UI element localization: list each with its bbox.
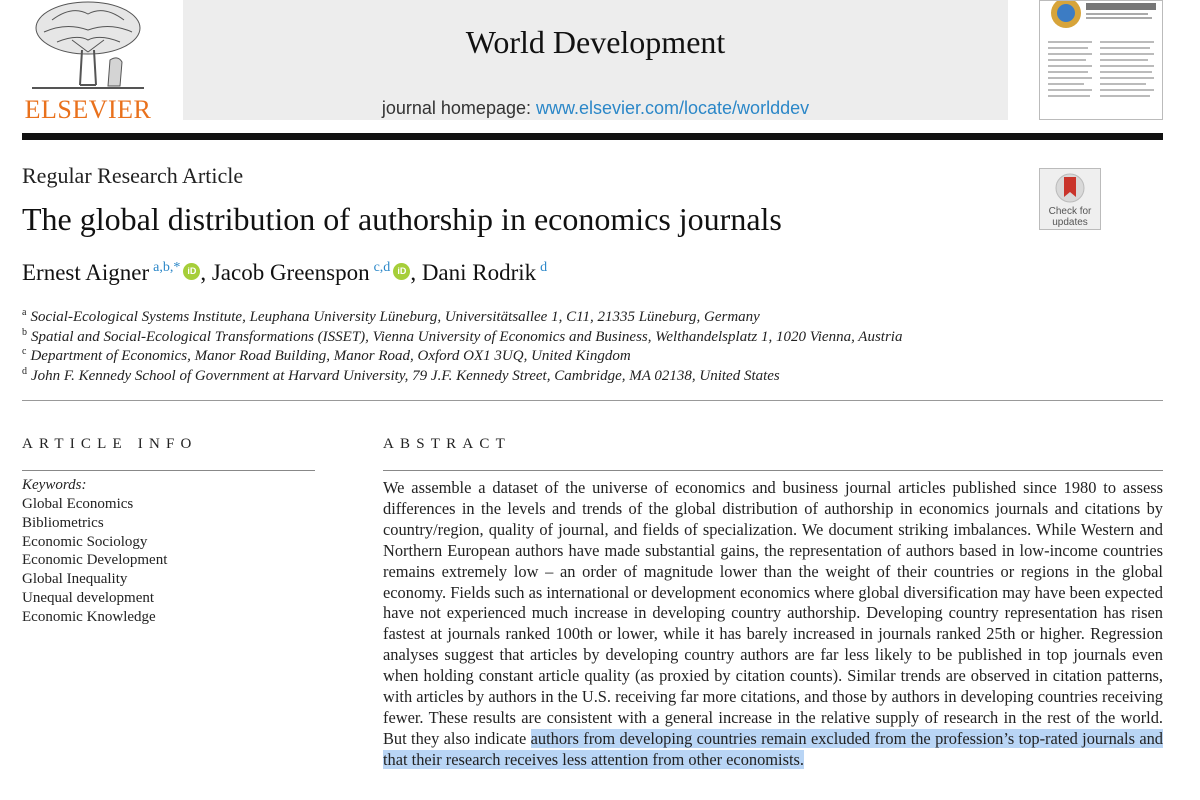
keywords-list <box>22 496 167 628</box>
keyword-item: Economic Sociology <box>22 533 148 550</box>
author-list <box>22 260 547 286</box>
author-separator: , <box>410 260 422 285</box>
journal-homepage-line <box>183 98 1008 119</box>
affiliation-mark: d <box>22 365 27 377</box>
journal-homepage-link[interactable]: www.elsevier.com/locate/worlddev <box>535 98 810 118</box>
abstract-text-plain[interactable]: We assemble a dataset of the universe of economics and business journal articles published since 1980 to assess differences in the levels and trends of the global distribution of authorship in economics journals and citations by country/region, quality of journal, and fields of specialization. We document striking imbalances. While Western and Northern European authors have made substantial gains, the representation of authors based in low-income countries remains extremely low – an order of magnitude lower than the weight of their countries or regions in the global economy. Fields such as international or development economics where global diversification may have been expected have not experienced much increase in developing country authorship. Developing country representation has risen fastest at journals ranked 100th or lower, while it has barely increased in journals ranked 25th or higher. Regression analyses suggest that articles by developing country authors are far less likely to be published in top journals even when holding constant article quality (as proxied by citation counts). Similar trends are observed in citation patterns, with articles by authors in the U.S. receiving far more citations, and those by authors in developing countries receiving fewer. These results are consistent with a general increase in the relative supply of research in the rest of the world. But they also indicate <box>383 478 1163 748</box>
publisher-wordmark: ELSEVIER <box>24 95 152 124</box>
orcid-icon[interactable]: iD <box>183 263 200 280</box>
abstract-text-highlighted[interactable]: authors from developing countries remain excluded from the profession’s top-rated journals and that their research receives less attention from other economists. <box>383 728 1163 769</box>
affiliation-item <box>22 366 902 386</box>
affiliation-mark: a <box>22 307 27 318</box>
journal-masthead <box>183 0 1008 120</box>
affiliation-mark: b <box>22 326 27 338</box>
affiliation-text: Social-Ecological Systems Institute, Leuphana University Lüneburg, Universitätsallee 1, C11, 21335 Lüneburg, Germany <box>30 309 760 325</box>
affiliation-text: Spatial and Social-Ecological Transformations (ISSET), Vienna University of Economics and Business, Welthandelsplatz 1, 1020 Vienna, Austria <box>31 328 903 345</box>
article-title: The global distribution of authorship in economics journals <box>22 201 782 237</box>
check-for-updates-button[interactable] <box>1039 168 1101 230</box>
affiliation-text: John F. Kennedy School of Government at Harvard University, 79 J.F. Kennedy Street, Cambridge, MA 02138, United States <box>31 367 780 384</box>
homepage-label: journal homepage: <box>381 98 536 118</box>
affiliation-mark: c <box>22 346 27 357</box>
keyword-item: Global Economics <box>22 496 134 512</box>
affiliation-item <box>22 327 902 347</box>
header-rule <box>22 133 1163 140</box>
affiliation-list <box>22 307 902 385</box>
keyword-item: Economic Development <box>22 552 168 569</box>
abstract-text[interactable] <box>383 478 1163 771</box>
keyword-item: Economic Knowledge <box>22 608 156 625</box>
author-affiliation-marks[interactable]: a,b,* <box>153 260 181 276</box>
author-separator: , <box>200 260 212 285</box>
keyword-item: Global Inequality <box>22 571 128 588</box>
affiliation-text: Department of Economics, Manor Road Building, Manor Road, Oxford OX1 3UQ, United Kingdom <box>30 348 631 364</box>
author-name[interactable]: Dani Rodrik <box>421 260 537 285</box>
author-name[interactable]: Ernest Aigner <box>22 260 150 285</box>
keyword-item: Unequal development <box>22 589 155 606</box>
abstract-rule <box>383 470 1163 471</box>
keyword-item: Bibliometrics <box>22 514 104 531</box>
abstract-heading: ABSTRACT <box>383 436 511 452</box>
author-name[interactable]: Jacob Greenspon <box>211 260 370 285</box>
article-info-rule <box>22 470 315 471</box>
keywords-label: Keywords: <box>22 477 87 493</box>
check-for-updates-label: Check for updates <box>1048 206 1092 228</box>
journal-cover-thumbnail[interactable] <box>1039 0 1163 120</box>
author-affiliation-marks[interactable]: c,d <box>373 260 391 276</box>
affiliation-item <box>22 307 902 327</box>
article-type: Regular Research Article <box>22 163 244 188</box>
affiliation-item <box>22 346 902 366</box>
section-divider <box>22 400 1163 401</box>
journal-cover-icon <box>1040 1 1162 119</box>
bookmark-icon <box>1040 169 1100 205</box>
article-info-heading: ARTICLE INFO <box>22 436 198 452</box>
orcid-icon[interactable]: iD <box>393 263 410 280</box>
journal-title: World Development <box>465 24 726 60</box>
author-affiliation-marks[interactable]: d <box>540 260 548 276</box>
